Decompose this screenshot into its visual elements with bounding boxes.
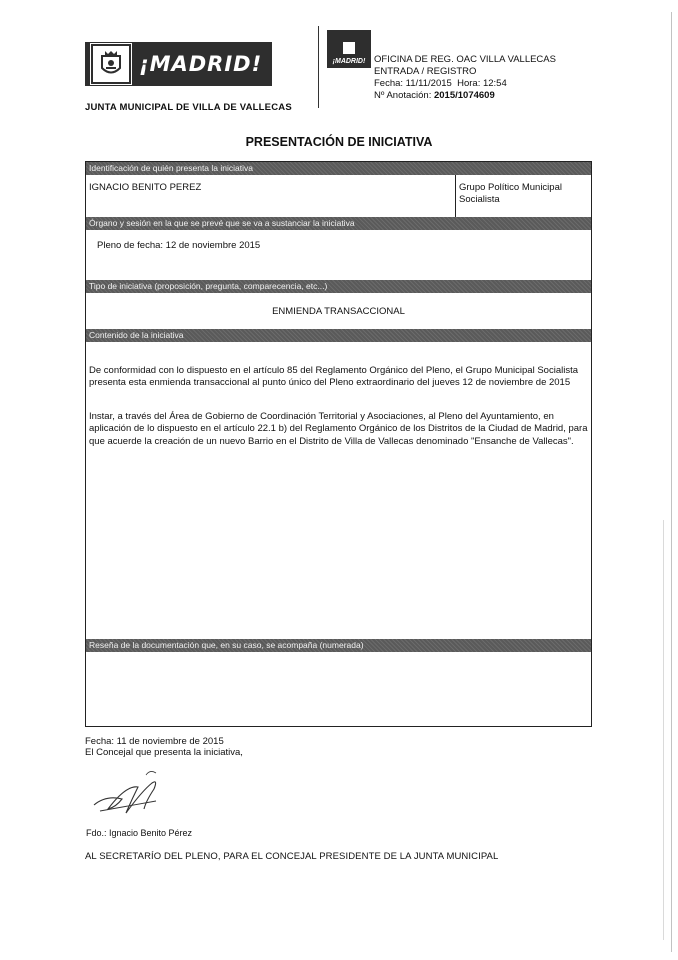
madrid-logo-small — [327, 30, 371, 68]
madrid-logo-small-text: ¡MADRID! — [332, 58, 366, 65]
header-divider — [318, 26, 319, 108]
presenter-name: IGNACIO BENITO PEREZ — [89, 182, 202, 193]
pleno-fecha-value: 12 de noviembre 2015 — [165, 240, 261, 251]
political-group — [459, 182, 562, 206]
page-title: PRESENTACIÓN DE INICIATIVA — [245, 135, 433, 149]
section-tipo-header: Tipo de iniciativa (proposición, pregunta, comparecencia, etc...) — [86, 280, 591, 293]
political-group-line1: Grupo Político Municipal — [459, 182, 562, 193]
registro-stamp — [374, 54, 556, 102]
initiative-form — [85, 161, 592, 727]
registro-anotacion-value: 2015/1074609 — [433, 90, 495, 101]
madrid-crest-icon — [91, 44, 131, 84]
madrid-logo-text: ¡MADRID! — [139, 52, 263, 76]
pleno-fecha — [97, 240, 260, 251]
section-contenido-header: Contenido de la iniciativa — [86, 329, 591, 342]
footer-fdo: Fdo.: Ignacio Benito Pérez — [86, 828, 193, 838]
footer-concejal: El Concejal que presenta la iniciativa, — [85, 747, 243, 758]
section-identificacion-header: Identificación de quién presenta la iniciativa — [86, 162, 591, 175]
tipo-iniciativa-value: ENMIENDA TRANSACCIONAL — [272, 306, 405, 317]
registro-anotacion-label: Nº Anotación: — [374, 90, 432, 101]
scan-edge-line — [671, 12, 672, 952]
section1-divider — [455, 175, 456, 217]
registro-type: ENTRADA / REGISTRO — [374, 66, 477, 77]
scan-edge-line-secondary — [663, 520, 664, 940]
section-documentacion-header: Reseña de la documentación que, en su caso, se acompaña (numerada) — [86, 639, 591, 652]
madrid-crest-small-icon — [343, 42, 355, 54]
madrid-logo — [85, 42, 272, 86]
political-group-line2: Socialista — [459, 194, 500, 205]
signature-block — [85, 736, 243, 758]
contenido-paragraph-1: De conformidad con lo dispuesto en el artículo 85 del Reglamento Orgánico del Pleno, el Grupo Municipal Socialista presenta esta enmienda transaccional al punto único del Pleno extraordinario del jueves 12 de noviembre de 2015 — [89, 365, 578, 389]
section-organo-header: Órgano y sesión en la que se prevé que se va a sustanciar la iniciativa — [86, 217, 591, 230]
contenido-paragraph-2: Instar, a través del Área de Gobierno de Coordinación Territorial y Asociaciones, al Pleno del Ayuntamiento, en aplicación de lo dispuesto en el artículo 22.1 b) del Reglamento Orgánico de los Distritos de la Ciudad de Madrid, para que acuerde la creación de un nuevo Barrio en el Distrito de Villa de Vallecas denominado "Ensanche de Vallecas". — [89, 411, 588, 447]
footer-fecha: Fecha: 11 de noviembre de 2015 — [85, 736, 224, 747]
registro-hora: Hora: 12:54 — [457, 78, 507, 89]
registro-office: OFICINA DE REG. OAC VILLA VALLECAS — [374, 54, 556, 65]
registro-fecha: Fecha: 11/11/2015 — [374, 78, 452, 89]
registro-anotacion — [374, 90, 556, 102]
registro-datetime — [374, 78, 556, 90]
pleno-fecha-label: Pleno de fecha: — [97, 240, 164, 251]
footer-destino: AL SECRETARÍO DEL PLENO, PARA EL CONCEJAL PRESIDENTE DE LA JUNTA MUNICIPAL — [85, 851, 499, 862]
junta-municipal-label: JUNTA MUNICIPAL DE VILLA DE VALLECAS — [85, 102, 292, 113]
signature-icon — [86, 765, 186, 825]
